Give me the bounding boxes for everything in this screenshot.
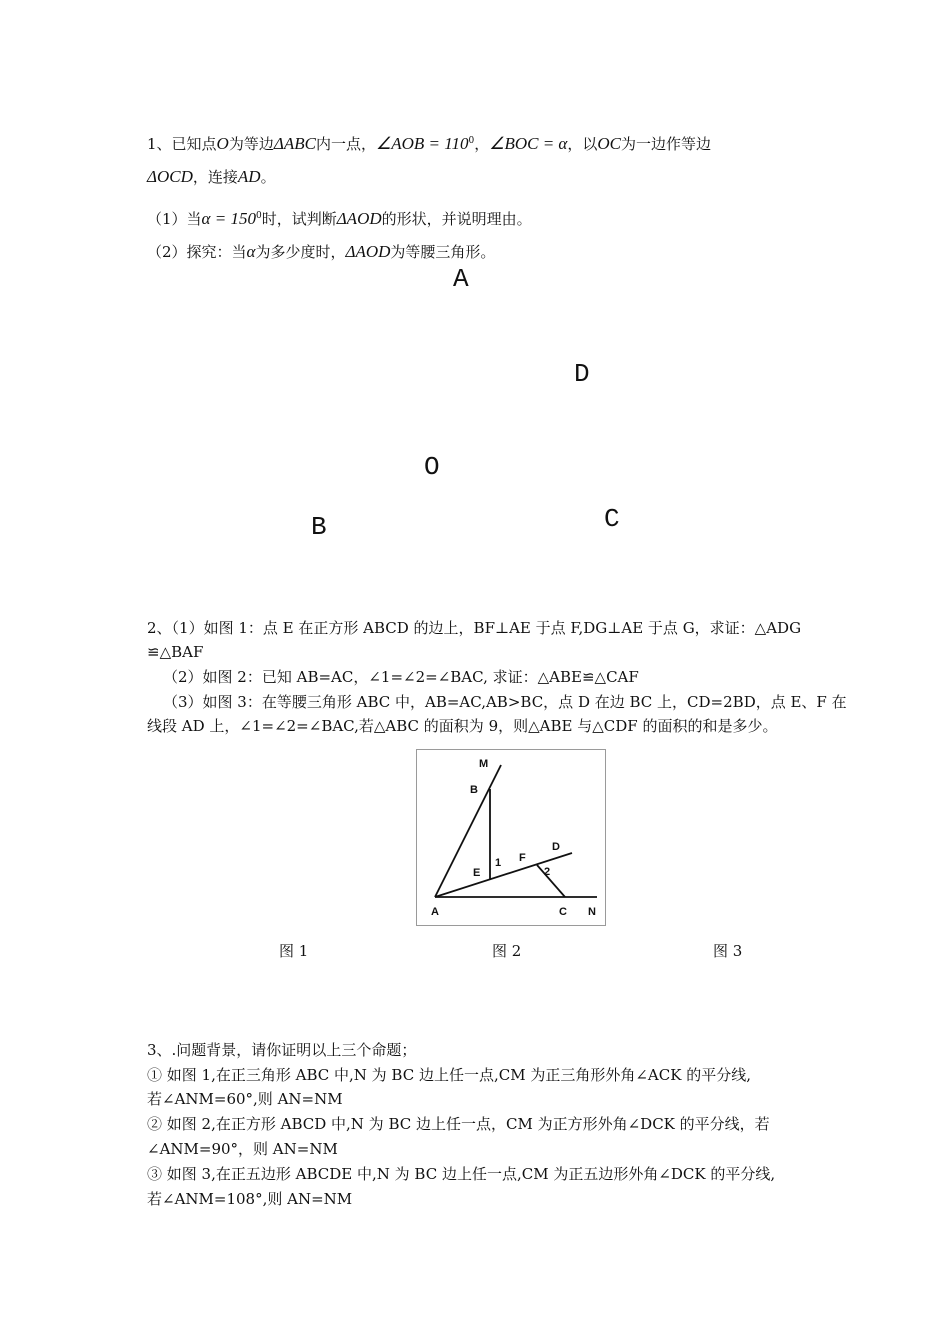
q3-item3: ③ 如图 3,在正五边形 ABCDE 中,N 为 BC 边上任一点,CM 为正五边形外角∠DCK 的平分线,: [147, 1165, 776, 1183]
fig-label-a: A: [431, 906, 439, 918]
q2-part3-cont: 线段 AD 上，∠1=∠2=∠BAC,若△ABC 的面积为 9，则△ABE 与△CDF 的面积的和是多少。: [147, 717, 778, 735]
fig-label-e: E: [473, 867, 481, 879]
fig-label-b: B: [470, 784, 478, 796]
fig-label-f: F: [519, 852, 526, 864]
triangle-ocd: ΔOCD: [147, 167, 193, 186]
triangle-aod: ΔAOD: [336, 209, 382, 228]
point-label-o: O: [424, 452, 440, 482]
segment-fc: [537, 865, 565, 897]
point-label-a: A: [453, 264, 469, 294]
caption-figure-1: 图 1: [279, 942, 309, 960]
caption-figure-2: 图 2: [492, 942, 522, 960]
fig-label-m: M: [479, 758, 489, 770]
q3-item3-cont: 若∠ANM=108°,则 AN=NM: [147, 1190, 353, 1208]
q1-part1: （1）当$\alpha = 150^0$时，试判断ΔAOD的形状，并说明理由。: [147, 209, 532, 228]
figure-svg: [417, 750, 605, 925]
triangle-abc: ΔABC: [273, 134, 316, 153]
caption-figure-3: 图 3: [713, 942, 743, 960]
q3-line1: 3、.问题背景，请你证明以上三个命题；: [147, 1041, 417, 1059]
point-label-c: C: [604, 504, 620, 534]
alpha-symbol: α: [246, 242, 256, 261]
point-label-d: D: [574, 359, 590, 389]
point-o-inline: O: [216, 134, 229, 153]
q3-item1-cont: 若∠ANM=60°,则 AN=NM: [147, 1090, 343, 1108]
q2-line1: 2、（1）如图 1：点 E 在正方形 ABCD 的边上，BF⊥AE 于点 F,DG⊥AE 于点 G，求证：△ADG: [147, 619, 802, 637]
q2-part3: （3）如图 3：在等腰三角形 ABC 中，AB=AC,AB>BC，点 D 在边 BC 上，CD=2BD，点 E、F 在: [163, 693, 847, 711]
segment-oc: OC: [597, 134, 621, 153]
fig-label-c: C: [559, 906, 567, 918]
angle-boc: ∠BOC = α: [489, 134, 568, 153]
angle-aob: ∠AOB = 110: [375, 134, 469, 153]
q1-part2: （2）探究：当α为多少度时，ΔAOD为等腰三角形。: [147, 242, 496, 261]
figure-geometry: [416, 749, 606, 926]
fig-label-n: N: [588, 906, 596, 918]
fig-label-2: 2: [544, 866, 551, 878]
q1-line1: 1、已知点O为等边ΔABC内一点，∠AOB = $110^0$，∠BOC = α，以OC为一边作等边: [147, 134, 711, 153]
point-label-b: B: [311, 512, 327, 542]
alpha-equation: α = 150: [201, 209, 256, 228]
fig-label-d: D: [552, 841, 560, 853]
segment-ad: AD: [237, 167, 261, 186]
q3-item2-cont: ∠ANM=90°，则 AN=NM: [147, 1140, 338, 1158]
ray-am: [435, 765, 501, 897]
segment-ad-fig: [435, 853, 572, 897]
triangle-aod-2: ΔAOD: [345, 242, 391, 261]
fig-label-1: 1: [495, 857, 502, 869]
q2-part2: （2）如图 2：已知 AB=AC，∠1=∠2=∠BAC, 求证：△ABE≌△CAF: [163, 668, 639, 686]
q2-line2: ≌△BAF: [147, 643, 204, 661]
q1-line2: ΔOCD，连接AD。: [147, 167, 276, 186]
q3-item1: ① 如图 1,在正三角形 ABC 中,N 为 BC 边上任一点,CM 为正三角形外角∠ACK 的平分线,: [147, 1066, 751, 1084]
q3-item2: ② 如图 2,在正方形 ABCD 中,N 为 BC 边上任一点，CM 为正方形外角∠DCK 的平分线，若: [147, 1115, 770, 1133]
